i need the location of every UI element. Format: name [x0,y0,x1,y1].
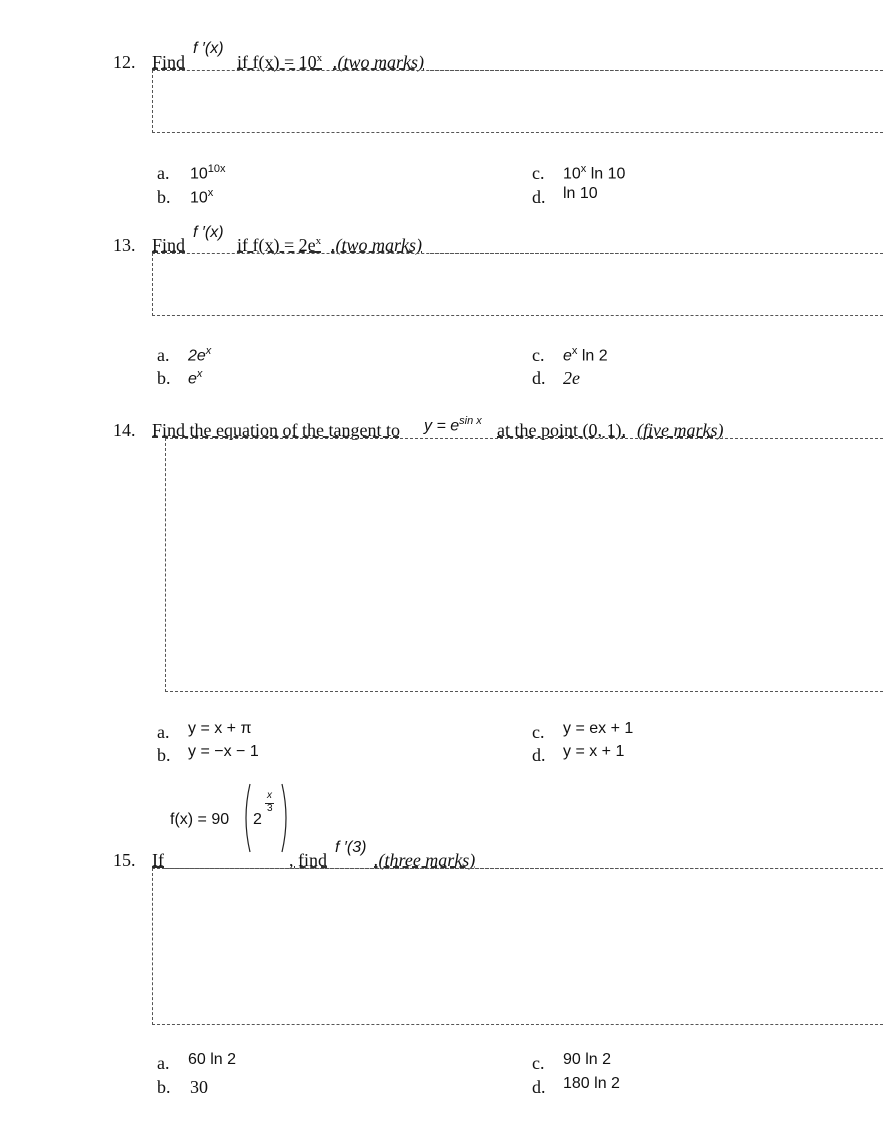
question-marks: (five marks) [637,420,724,440]
option-b-label: b. [157,1077,171,1097]
option-c-label: c. [532,163,545,183]
option-d-label: d. [532,368,546,388]
exponent-numerator: x [267,790,272,801]
function-definition: f(x) = 90 [170,811,230,828]
tangent-equation: $y = e^{sin x}$ [424,415,482,435]
option-b[interactable]: 10$^x$ [190,187,214,207]
option-b-label: b. [157,368,171,388]
option-b-label: b. [157,745,171,765]
question-find: , find [289,850,327,870]
option-b[interactable]: y = −x − 1 [188,743,259,760]
base-value: 2 [253,811,262,828]
option-c[interactable]: 10$^x$ ln 10 [563,163,626,183]
option-c-label: c. [532,722,545,742]
option-a[interactable]: $10^{10x}$ [190,163,226,183]
option-d[interactable]: y = x + 1 [563,743,625,760]
question-number: 12. [113,52,136,72]
exponent-bracket [240,782,292,854]
option-a[interactable]: y = x + π [188,720,252,737]
question-marks: .(three marks) [374,850,476,870]
answer-box[interactable] [152,253,883,316]
question-marks: .(two marks) [331,235,422,255]
option-c[interactable]: y = ex + 1 [563,720,634,737]
answer-box[interactable] [152,70,883,133]
answer-box[interactable] [152,868,883,1025]
option-a[interactable]: $2e^x$ [188,345,212,365]
option-b[interactable]: 30 [190,1077,208,1097]
question-condition: if $f(x) = 2e^x$ [237,235,322,255]
option-d-label: d. [532,745,546,765]
question-prefix: Find [152,235,186,255]
answer-box[interactable] [165,438,883,692]
option-b-label: b. [157,187,171,207]
option-d[interactable]: 180 ln 2 [563,1075,620,1092]
option-a-label: a. [157,1053,170,1073]
question-number: 13. [113,235,136,255]
question-prefix: Find [152,52,186,72]
option-d[interactable]: ln 10 [563,185,598,202]
derivative-notation: f ′(3) [335,839,367,856]
option-c-label: c. [532,345,545,365]
question-text: Find the equation of the tangent to [152,420,400,440]
option-a-label: a. [157,163,170,183]
question-point: at the point (0, 1). [497,420,626,440]
exponent-denominator: 3 [267,803,273,814]
option-c-label: c. [532,1053,545,1073]
option-d-label: d. [532,187,546,207]
question-condition: if $f(x) = 10^x$ [237,52,323,72]
option-a-label: a. [157,345,170,365]
option-b[interactable]: $e^x$ [188,368,203,388]
option-c[interactable]: $e^x$ ln 2 [563,345,608,365]
option-d-label: d. [532,1077,546,1097]
derivative-notation: f ′(x) [193,224,224,241]
option-d[interactable]: 2e [563,368,580,388]
question-number: 15. [113,850,136,870]
option-a[interactable]: 60 ln 2 [188,1051,237,1068]
question-prefix: If [152,850,164,870]
question-number: 14. [113,420,136,440]
derivative-notation: f ′(x) [193,40,224,57]
option-c[interactable]: 90 ln 2 [563,1051,612,1068]
question-marks: .(two marks) [333,52,424,72]
option-a-label: a. [157,722,170,742]
